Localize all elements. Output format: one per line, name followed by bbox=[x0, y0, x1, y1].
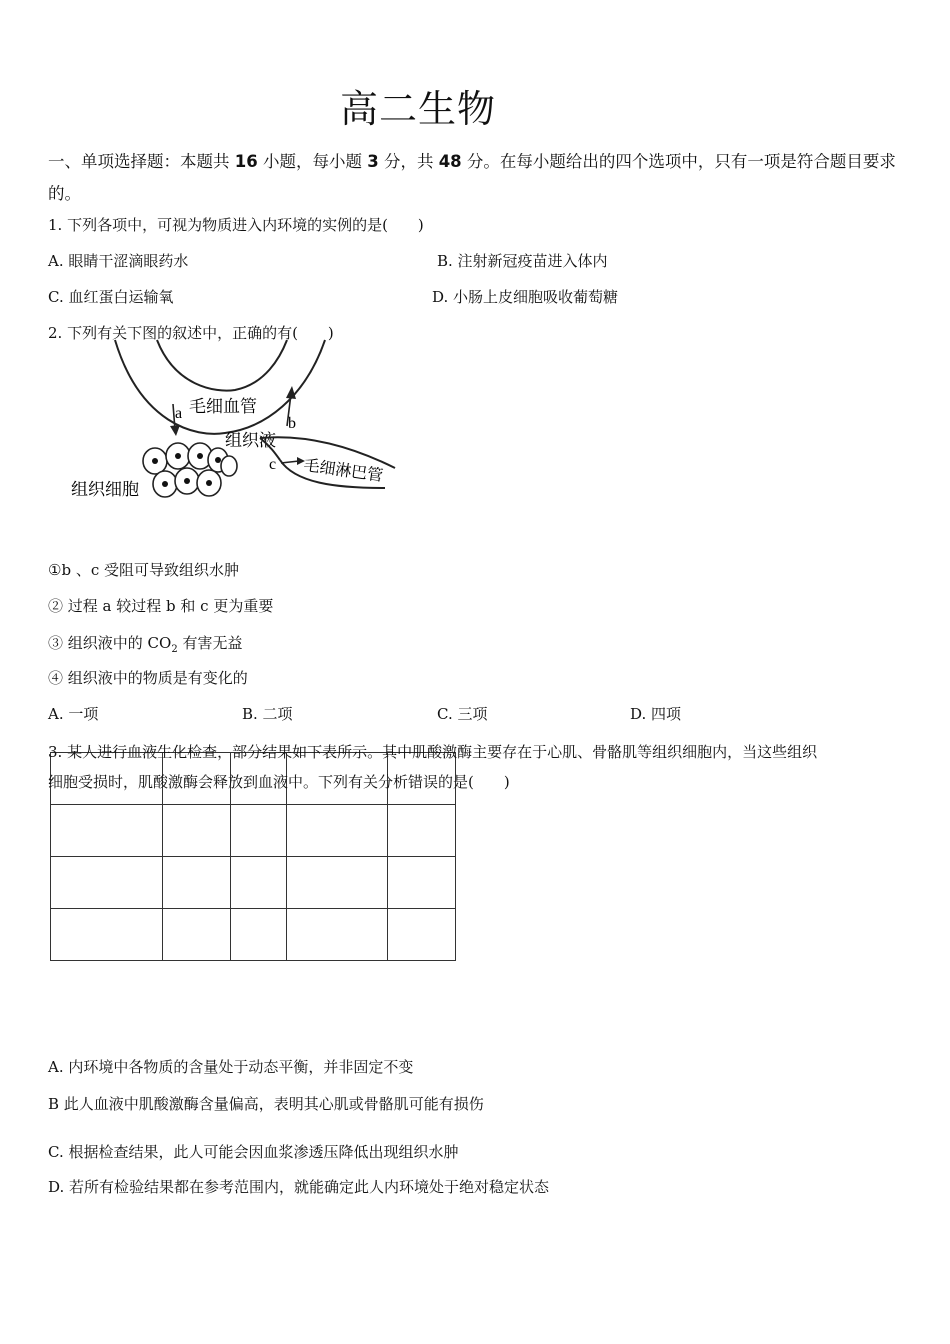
table-cell bbox=[231, 909, 287, 961]
q3-option-c[interactable]: C. 根据检查结果，此人可能会因血浆渗透压降低出现组织水肿 bbox=[48, 1143, 459, 1161]
table-row bbox=[51, 909, 456, 961]
table-cell bbox=[163, 805, 231, 857]
table-cell bbox=[231, 857, 287, 909]
table-cell bbox=[388, 857, 456, 909]
label-lymph: 毛细淋巴管 bbox=[302, 455, 385, 486]
cell-nucleus bbox=[206, 480, 212, 486]
points-each: 3 bbox=[367, 152, 379, 171]
cell-nucleus bbox=[184, 478, 190, 484]
arrow-b-head bbox=[286, 386, 296, 399]
q3-option-d[interactable]: D. 若所有检验结果都在参考范围内，就能确定此人内环境处于绝对稳定状态 bbox=[48, 1178, 550, 1196]
page-title: 高二生物 bbox=[340, 87, 497, 131]
q2-stem: 2. 下列有关下图的叙述中，正确的有( ) bbox=[48, 324, 334, 342]
table-cell bbox=[287, 857, 388, 909]
table-cell bbox=[287, 805, 388, 857]
q3-stem-line-1: 3. 某人进行血液生化检查，部分结果如下表所示。其中肌酸激酶主要存在于心肌、骨骼肌等组织细胞内，当这些组织 bbox=[48, 743, 818, 761]
cell-nucleus bbox=[215, 457, 221, 463]
table-cell bbox=[51, 805, 163, 857]
table-cell bbox=[51, 909, 163, 961]
table-cell bbox=[163, 909, 231, 961]
table-cell bbox=[163, 857, 231, 909]
label-b: b bbox=[288, 415, 296, 432]
q3-stem-line-2: 细胞受损时，肌酸激酶会释放到血液中。下列有关分析错误的是( ) bbox=[48, 773, 510, 791]
cell-nucleus bbox=[162, 481, 168, 487]
section-instructions bbox=[48, 146, 908, 210]
table-row bbox=[51, 857, 456, 909]
q2-option-b[interactable]: B. 二项 bbox=[242, 705, 293, 723]
table-cell bbox=[231, 805, 287, 857]
q2-option-c[interactable]: C. 三项 bbox=[437, 705, 488, 723]
q2-option-d[interactable]: D. 四项 bbox=[630, 705, 682, 723]
section-text-2: 小题，每小题 bbox=[262, 152, 362, 171]
arrow-a-head bbox=[170, 425, 180, 436]
cell-nucleus bbox=[175, 453, 181, 459]
table-cell bbox=[388, 805, 456, 857]
q2-statement-2: ② 过程 a 较过程 b 和 c 更为重要 bbox=[48, 597, 274, 615]
table-cell bbox=[388, 909, 456, 961]
q2-option-a[interactable]: A. 一项 bbox=[48, 705, 99, 723]
q2-statement-3-tail: 有害无益 bbox=[177, 634, 243, 652]
question-count: 16 bbox=[234, 152, 258, 171]
q3-option-a[interactable]: A. 内环境中各物质的含量处于动态平衡，并非固定不变 bbox=[48, 1058, 414, 1076]
section-text-4: 分。在每小题给出的四个选项中，只有一项是符合题目要求的。 bbox=[48, 152, 896, 203]
q1-stem: 1. 下列各项中，可视为物质进入内环境的实例的是( ) bbox=[48, 216, 424, 234]
q2-statement-3-text: ③ 组织液中的 CO bbox=[48, 634, 172, 652]
label-a: a bbox=[175, 405, 183, 422]
q1-option-a[interactable]: A. 眼睛干涩滴眼药水 bbox=[48, 252, 189, 270]
cell-nucleus bbox=[152, 458, 158, 464]
q1-option-b[interactable]: B. 注射新冠疫苗进入体内 bbox=[437, 252, 608, 270]
section-text-3: 分，共 bbox=[383, 152, 434, 171]
q2-statement-1: ①b 、c 受阻可导致组织水肿 bbox=[48, 561, 239, 579]
tissue-fluid-diagram bbox=[65, 338, 405, 513]
q2-statement-3 bbox=[48, 632, 242, 655]
q3-option-b[interactable]: B 此人血液中肌酸激酶含量偏高，表明其心肌或骨骼肌可能有损伤 bbox=[48, 1095, 484, 1113]
table-cell bbox=[287, 909, 388, 961]
label-c: c bbox=[269, 456, 277, 473]
arrow-c bbox=[281, 461, 299, 463]
q1-option-c[interactable]: C. 血红蛋白运输氧 bbox=[48, 288, 174, 306]
co2-subscript: 2 bbox=[171, 644, 178, 655]
cell-nucleus bbox=[197, 453, 203, 459]
points-total: 48 bbox=[438, 152, 462, 171]
label-tissue-cell: 组织细胞 bbox=[71, 480, 139, 500]
tissue-cell-cluster bbox=[143, 443, 237, 497]
label-capillary: 毛细血管 bbox=[189, 397, 257, 417]
table-cell bbox=[51, 857, 163, 909]
q1-option-d[interactable]: D. 小肠上皮细胞吸收葡萄糖 bbox=[432, 288, 619, 306]
tissue-cell bbox=[221, 456, 237, 476]
q2-statement-4: ④ 组织液中的物质是有变化的 bbox=[48, 669, 248, 687]
label-tissue-fluid: 组织液 bbox=[225, 431, 276, 451]
table-row bbox=[51, 805, 456, 857]
section-text-1: 一、单项选择题：本题共 bbox=[48, 152, 230, 171]
capillary-inner-wall bbox=[157, 340, 287, 391]
